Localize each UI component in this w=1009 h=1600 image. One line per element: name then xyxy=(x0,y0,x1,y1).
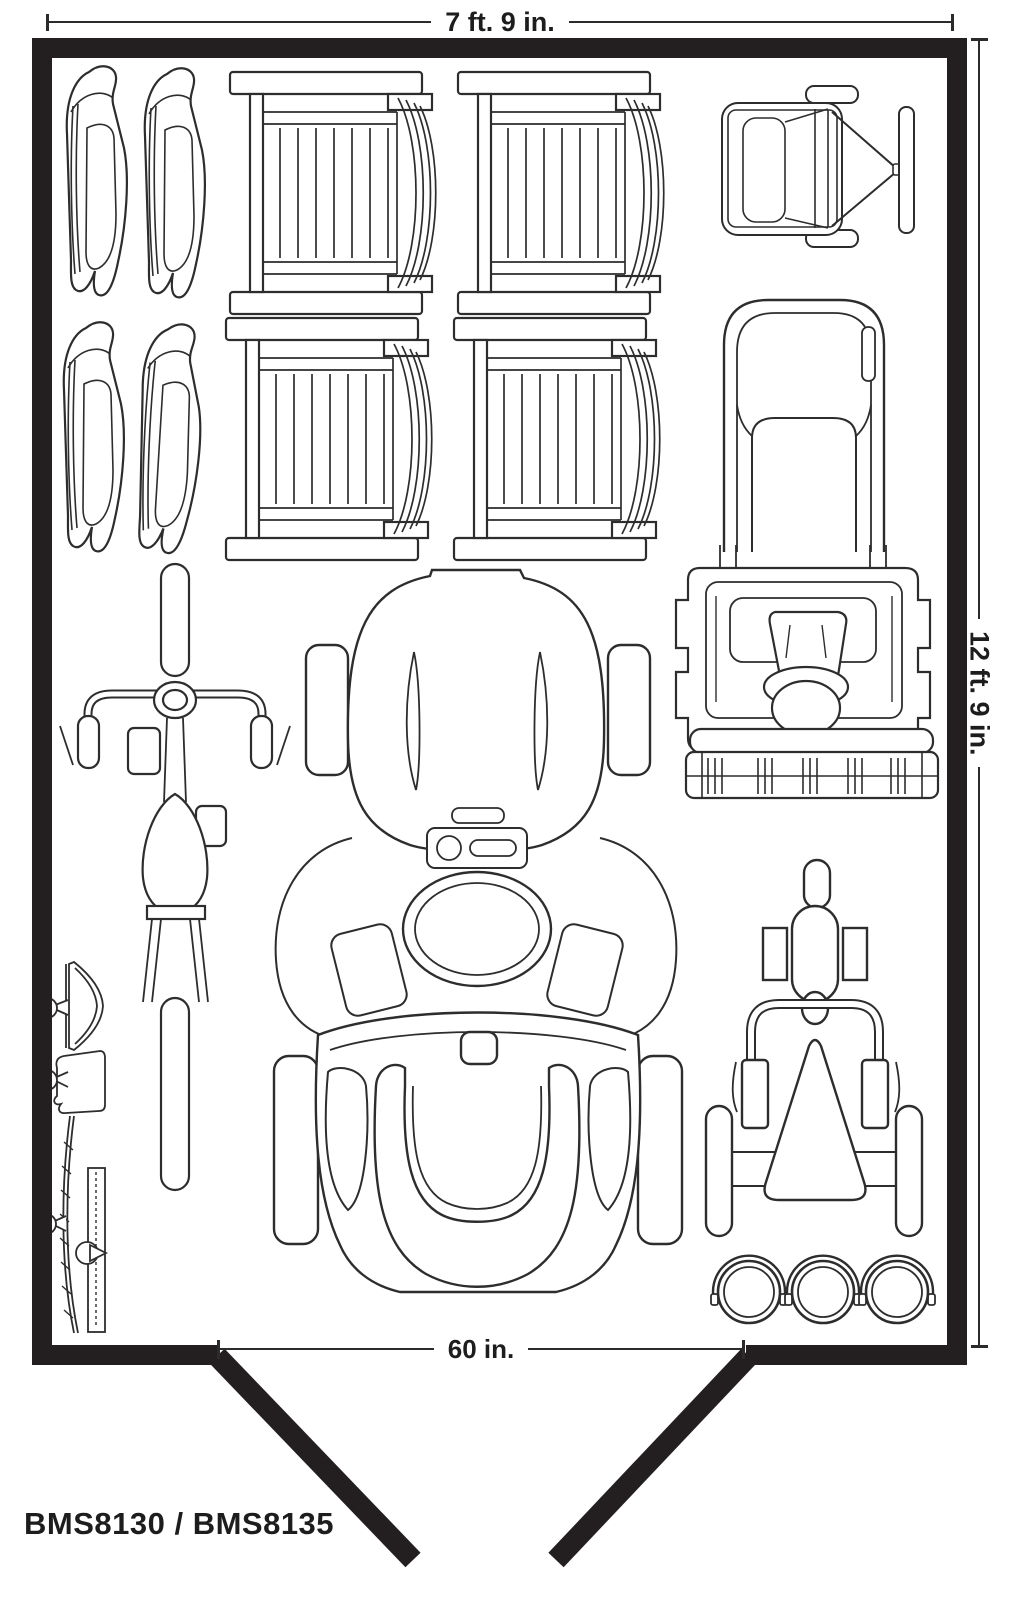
door-dimension-label: 60 in. xyxy=(447,1333,515,1364)
patio-chair-illustration xyxy=(230,72,436,314)
patio-chair-illustration xyxy=(454,318,660,560)
model-number-label: BMS8130 / BMS8135 xyxy=(24,1506,335,1541)
hand-truck-illustration xyxy=(724,300,884,552)
tricycle-illustration xyxy=(706,860,922,1236)
dimension-line xyxy=(220,1348,434,1350)
dimension-depth xyxy=(961,38,997,1348)
dimension-line xyxy=(978,41,980,619)
shed-wall-top xyxy=(32,38,967,58)
dimension-width xyxy=(46,8,954,36)
garden-cart-illustration xyxy=(722,86,914,247)
shed-wall-left xyxy=(32,38,52,1365)
patio-chair-illustration xyxy=(458,72,664,314)
sled-illustration xyxy=(145,68,205,297)
snow-blower-illustration xyxy=(676,545,938,798)
dimension-tick xyxy=(951,14,954,31)
patio-chair-illustration xyxy=(226,318,432,560)
dimension-tick xyxy=(971,1345,988,1348)
width-dimension-label: 7 ft. 9 in. xyxy=(445,6,555,37)
shed-wall-bottom-right xyxy=(746,1345,967,1365)
dimension-line xyxy=(978,767,980,1345)
dimension-tick xyxy=(742,1340,745,1359)
dimension-line xyxy=(569,21,951,23)
bucket-illustration xyxy=(711,1256,787,1323)
dimension-line xyxy=(528,1348,742,1350)
dimension-door xyxy=(217,1333,745,1364)
bucket-illustration xyxy=(859,1256,935,1323)
right-door-panel xyxy=(556,1356,749,1560)
sled-illustration xyxy=(67,66,127,295)
bucket-illustration xyxy=(785,1256,861,1323)
shed-wall-bottom-left xyxy=(32,1345,217,1365)
sled-illustration xyxy=(134,323,206,555)
depth-dimension-label: 12 ft. 9 in. xyxy=(964,630,995,756)
riding-mower-illustration xyxy=(274,570,682,1292)
sled-illustration xyxy=(64,322,124,551)
dimension-line xyxy=(49,21,431,23)
